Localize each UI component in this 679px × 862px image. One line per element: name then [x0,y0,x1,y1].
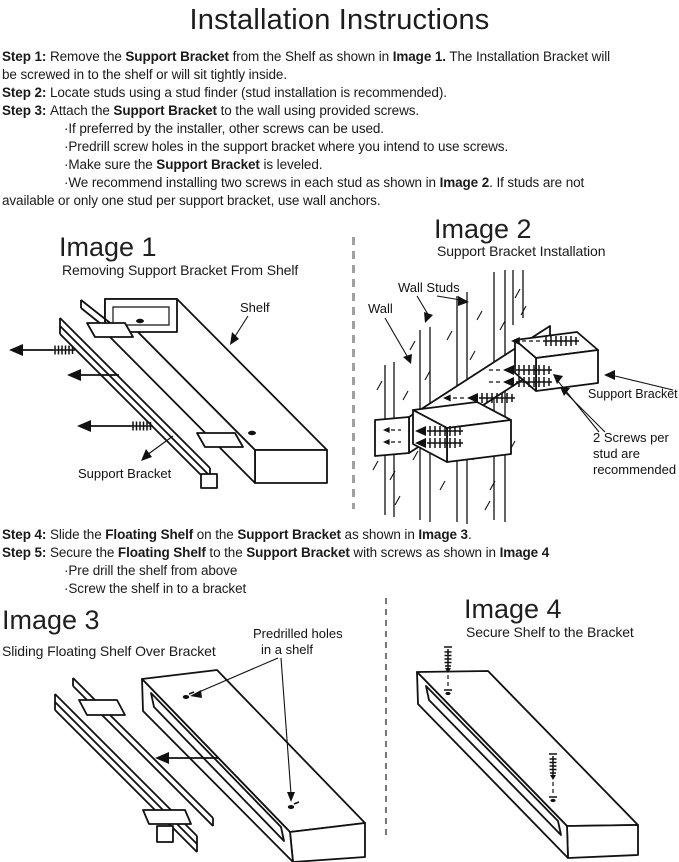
step-5-bullet-2 [2,580,678,598]
support-bracket-block [413,402,511,462]
steps-block-bottom [2,526,678,598]
page-title: Installation Instructions [189,4,490,36]
screw-hole-dot [136,319,144,323]
steps-block-top [2,48,678,210]
text-segment: . If studs are not [489,175,585,190]
removal-arrow-icon [67,369,119,381]
text-segment: Attach the [49,103,114,118]
predrilled-holes-label-line-1: Predrilled holes [253,626,343,641]
text-segment: Floating Shelf [117,545,210,560]
text-segment: Support Bracket [113,103,221,118]
floating-shelf-drawing [142,670,365,862]
wall-label: Wall [368,301,393,316]
leader-arrowhead-icon [403,354,412,364]
text-segment: ·Make sure the [64,157,157,172]
text-segment: with screws as shown in [353,545,500,560]
text-segment: Support Bracket [125,49,233,64]
figure3-heading: Image 3 [2,605,100,635]
text-segment: Slide the [49,527,106,542]
text-segment: ·Screw the shelf in to a bracket [64,581,247,596]
text-segment: Step 4: [2,527,50,542]
text-segment: from the Shelf as shown in [232,49,393,64]
text-segment: be screwed in to the shelf or will sit tightly inside. [2,67,287,82]
wall-studs-label: Wall Studs [398,280,460,295]
text-segment: Remove the [49,49,126,64]
step-3-line [2,102,678,120]
figure3-drawing [5,620,390,862]
text-segment: Support Bracket [156,157,264,172]
step-3-bullet-3 [2,156,678,174]
figure2-subtitle: Support Bracket Installation [437,243,606,259]
screws-note-line-1: 2 Screws per [593,430,669,445]
figure1-subtitle: Removing Support Bracket From Shelf [62,262,299,278]
support-bracket-label: Support Bracket [588,387,678,401]
shelf-label: Shelf [240,300,270,315]
step-5-bullet-1 [2,562,678,580]
text-segment: Step 2: [2,85,50,100]
text-segment: Support Bracket [246,545,354,560]
figure4-drawing [400,642,679,862]
figure4-subtitle: Secure Shelf to the Bracket [466,624,634,640]
figure1-drawing [5,288,350,516]
text-segment: as shown in [344,527,419,542]
shelf-drawing [105,299,327,483]
text-segment: on the [196,527,238,542]
support-bracket-label: Support Bracket [78,466,172,481]
text-segment: The Installation Bracket will [445,49,611,64]
floating-shelf-drawing [417,671,638,858]
text-segment: Image 2 [439,175,490,190]
step-1-line-2 [2,66,678,84]
screws-note-line-2: stud are [593,446,640,461]
text-segment: Step 1: [2,49,50,64]
removal-arrow-icon [9,344,75,356]
text-segment: Support Bracket [237,527,345,542]
step-3-bullet-4-line-2 [2,192,678,210]
text-segment: ·Pre drill the shelf from above [64,563,238,578]
text-segment: is leveled. [263,157,323,172]
step-3-bullet-4-line-1 [2,174,678,192]
predrilled-holes-label-line-2: in a shelf [261,642,314,657]
leader-arrowhead-icon [141,449,152,461]
text-segment: Step 3: [2,103,50,118]
text-segment: to the wall using provided screws. [220,103,420,118]
step-5-line [2,544,678,562]
figure3-subtitle: Sliding Floating Shelf Over Bracket [2,643,216,659]
wall-studs-leader-line [417,296,429,316]
text-segment: Secure the [49,545,118,560]
text-segment: ·If preferred by the installer, other screws can be used. [64,121,384,136]
bracket-leader-line [147,436,173,455]
figure1-heading: Image 1 [59,232,157,262]
leader-arrowhead-icon [604,370,615,380]
dashed-divider-top [352,237,355,509]
figure2-heading: Image 2 [434,214,532,244]
text-segment: to the [209,545,247,560]
text-segment: ·We recommend installing two screws in each stud as shown in [64,175,440,190]
text-segment: Locate studs using a stud finder (stud installation is recommended). [49,85,447,100]
text-segment: Floating Shelf [105,527,197,542]
figure2-drawing [365,270,679,522]
step-4-line [2,526,678,544]
shelf-leader-line [234,316,248,338]
leader-arrowhead-icon [424,312,433,323]
removal-arrow-icon [77,420,153,432]
leader-arrowhead-icon [230,332,239,345]
wall-leader-line [385,318,407,356]
step-1-line-1 [2,48,678,66]
step-3-bullet-1 [2,120,678,138]
text-segment: Image 3 [418,527,468,542]
text-segment: ·Predrill screw holes in the support bracket where you intend to use screws. [64,139,509,154]
text-segment: available or only one stud per support bracket, use wall anchors. [2,193,381,208]
text-segment: Image 4 [499,545,550,560]
text-segment: Step 5: [2,545,50,560]
screws-note-line-3: recommended [593,462,677,477]
text-segment: Image 1. [392,49,446,64]
screw-hole-dot [248,431,256,435]
step-3-bullet-2 [2,138,678,156]
text-segment: . [467,527,472,542]
step-2-line [2,84,678,102]
figure4-heading: Image 4 [464,594,562,624]
